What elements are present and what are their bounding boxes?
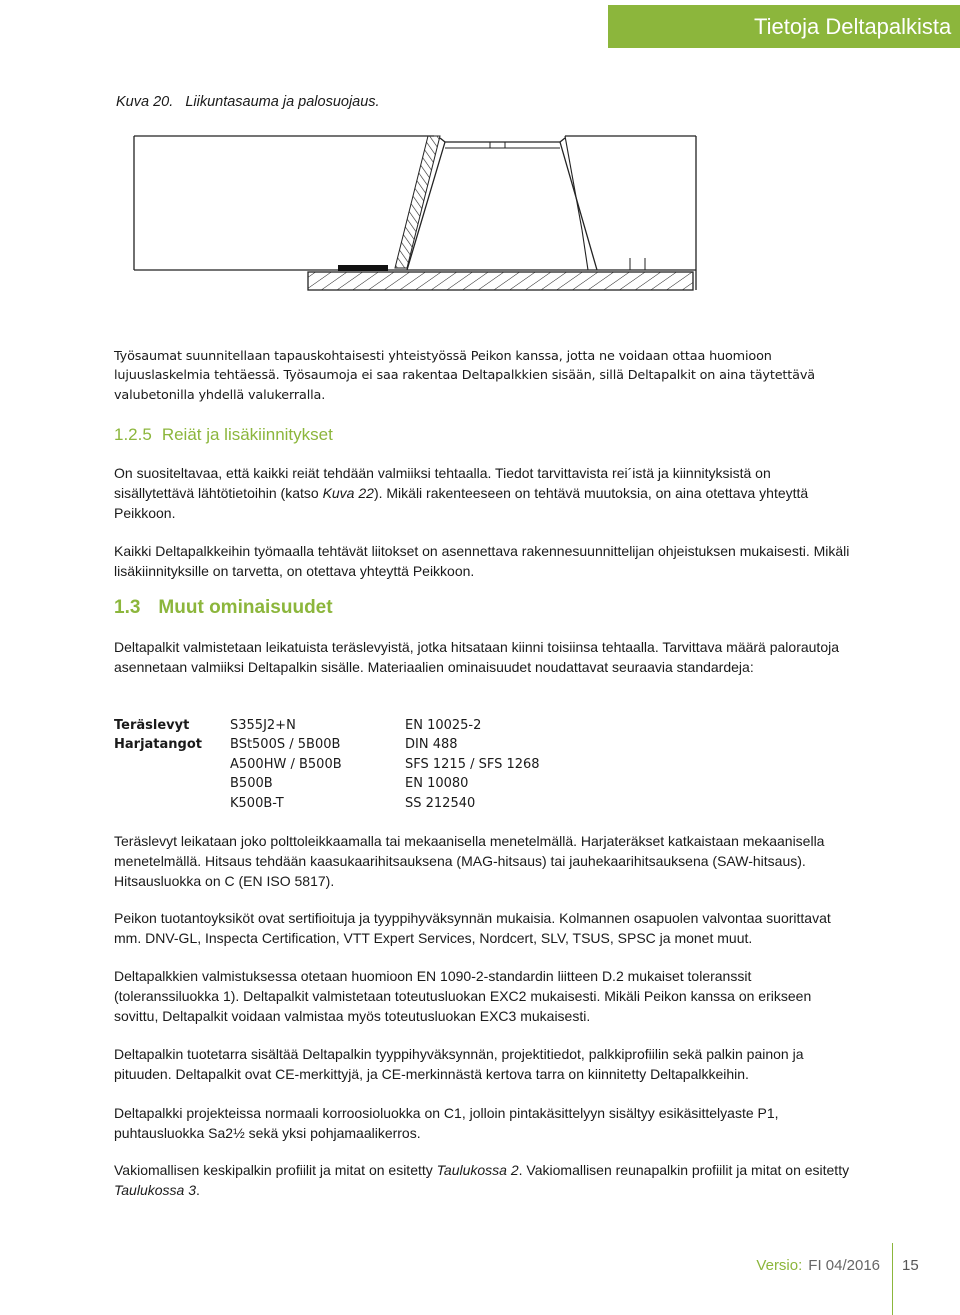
properties-paragraph-2: Teräslevyt leikataan joko polttoleikkaamalla tai mekaanisella menetelmällä. Harjateräkset katkaistaan mekaanisella menetelmällä. Hitsaus tehdään kaasukaarihitsauksena (MAG-hitsaus) tai jauhekaarihitsauksena (SAW-hitsaus). Hitsausluokka on C (EN ISO 5817). (114, 833, 825, 889)
beam-bottom-flange (308, 272, 693, 290)
properties-paragraph-5: Deltapalkin tuotetarra sisältää Deltapalkin tyyppihyväksynnän, projektitiedot, palkkiprofiilin sekä palkin painon ja pituuden. Deltapalkit ovat CE-merkittyjä, ja CE-merkinnästä kertova tarra on kiinnitetty Deltapalkkeihin. (114, 1046, 804, 1082)
footer-divider (892, 1243, 893, 1315)
version-label: Versio: (756, 1257, 803, 1274)
figure-reference: Kuva 22 (322, 484, 374, 501)
table-row: K500B-T SS 212540 (230, 795, 476, 811)
section-title: Reiät ja lisäkiinnitykset (161, 425, 333, 444)
header-band (608, 5, 960, 48)
section-number: 1.3 (114, 597, 141, 618)
table-row: B500B EN 10080 (230, 776, 469, 792)
section-number: 1.2.5 (114, 425, 152, 444)
section-heading-13 (114, 597, 333, 619)
properties-paragraph-1: Deltapalkit valmistetaan leikatuista teräslevyistä, jotka hitsataan kiinni toisiinsa tehtaalla. Tarvittava määrä palorautoja asennetaan valmiiksi Deltapalkin sisälle. Materiaalien ominaisuudet noudattavat seuraavia standardeja: (114, 639, 840, 675)
table-reference: Taulukossa 3 (114, 1181, 196, 1198)
material-standards-table (114, 716, 540, 813)
properties-paragraph-6: Deltapalkki projekteissa normaali korroosioluokka on C1, jolloin pintakäsittelyyn sisältyy esikäsittelyaste P1, puhtausluokka Sa2½ sekä yksi pohjamaalikerros. (114, 1105, 779, 1141)
properties-paragraph-4: Deltapalkkien valmistuksessa otetaan huomioon EN 1090-2-standardin liitteen D.2 mukaiset toleranssit (toleranssiluokka 1). Deltapalkit valmistetaan toteutusluokan EXC2 mukaisesti. Mikäli Peikon kanssa on erikseen sovittu, Deltapalkit voidaan valmistaa myös toteutusluokan EXC3 mukaisesti. (114, 968, 812, 1024)
figure-caption: Kuva 20. Liikuntasauma ja palosuojaus. (116, 94, 380, 110)
section-title: Muut ominaisuudet (158, 597, 333, 618)
page-number: 15 (902, 1257, 919, 1274)
beam-webs (407, 136, 597, 270)
holes-paragraph-2: Kaikki Deltapalkkeihin työmaalla tehtävät liitokset on asennettava rakennesuunnittelijan ohjeistuksen mukaisesti. Mikäli lisäkiinnityksille on tarvetta, on otettava yhteyttä Peikkoon. (114, 543, 850, 579)
right-joint-lines (630, 136, 696, 290)
properties-paragraph-7: Vakiomallisen keskipalkin profiilit ja mitat on esitetty Taulukossa 2. Vakiomallisen reunapalkin profiilit ja mitat on esitetty Taulukossa 3. (114, 1162, 850, 1198)
fire-protection-strip (338, 265, 388, 271)
table-row: Teräslevyt S355J2+N EN 10025-2 (114, 718, 482, 733)
header-title: Tietoja Deltapalkista (754, 14, 952, 39)
version-value: FI 04/2016 (808, 1257, 880, 1274)
intro-paragraph: Työsaumat suunnitellaan tapauskohtaisesti yhteistyössä Peikon kanssa, jotta ne voidaan ottaa huomioon lujuuslaskelmia tehtäessä. Työsaumoja ei saa rakentaa Deltapalkkien sisään, sillä Deltapalkit on aina täytettävä valubetonilla yhdellä valukerralla. (114, 349, 815, 403)
footer-version (756, 1257, 880, 1274)
table-row: A500HW / B500B SFS 1215 / SFS 1268 (230, 756, 540, 772)
properties-paragraph-3: Peikon tuotantoyksiköt ovat sertifioituja ja tyyppihyväksynnän mukaisia. Kolmannen osapuolen valvontaa suorittavat mm. DNV-GL, Inspecta Certification, VTT Expert Services, Nordcert, SLV, TSUS, SPSC ja monet muut. (114, 910, 831, 946)
holes-paragraph-1: On suositeltavaa, että kaikki reiät tehdään valmiiksi tehtaalla. Tiedot tarvittavista rei´istä ja kiinnityksistä on sisällytettävä lähtötietoihin (katso Kuva 22). Mikäli rakenteeseen on tehtävä muutoksia, on aina otettava yhteyttä Peikkoon. (114, 465, 809, 521)
fire-insulation-layer (395, 136, 440, 268)
section-heading-125 (114, 425, 333, 445)
table-row: Harjatangot BSt500S / 5B00B DIN 488 (114, 737, 458, 753)
joint-section-drawing (110, 130, 700, 295)
table-reference: Taulukossa 2 (436, 1162, 519, 1178)
